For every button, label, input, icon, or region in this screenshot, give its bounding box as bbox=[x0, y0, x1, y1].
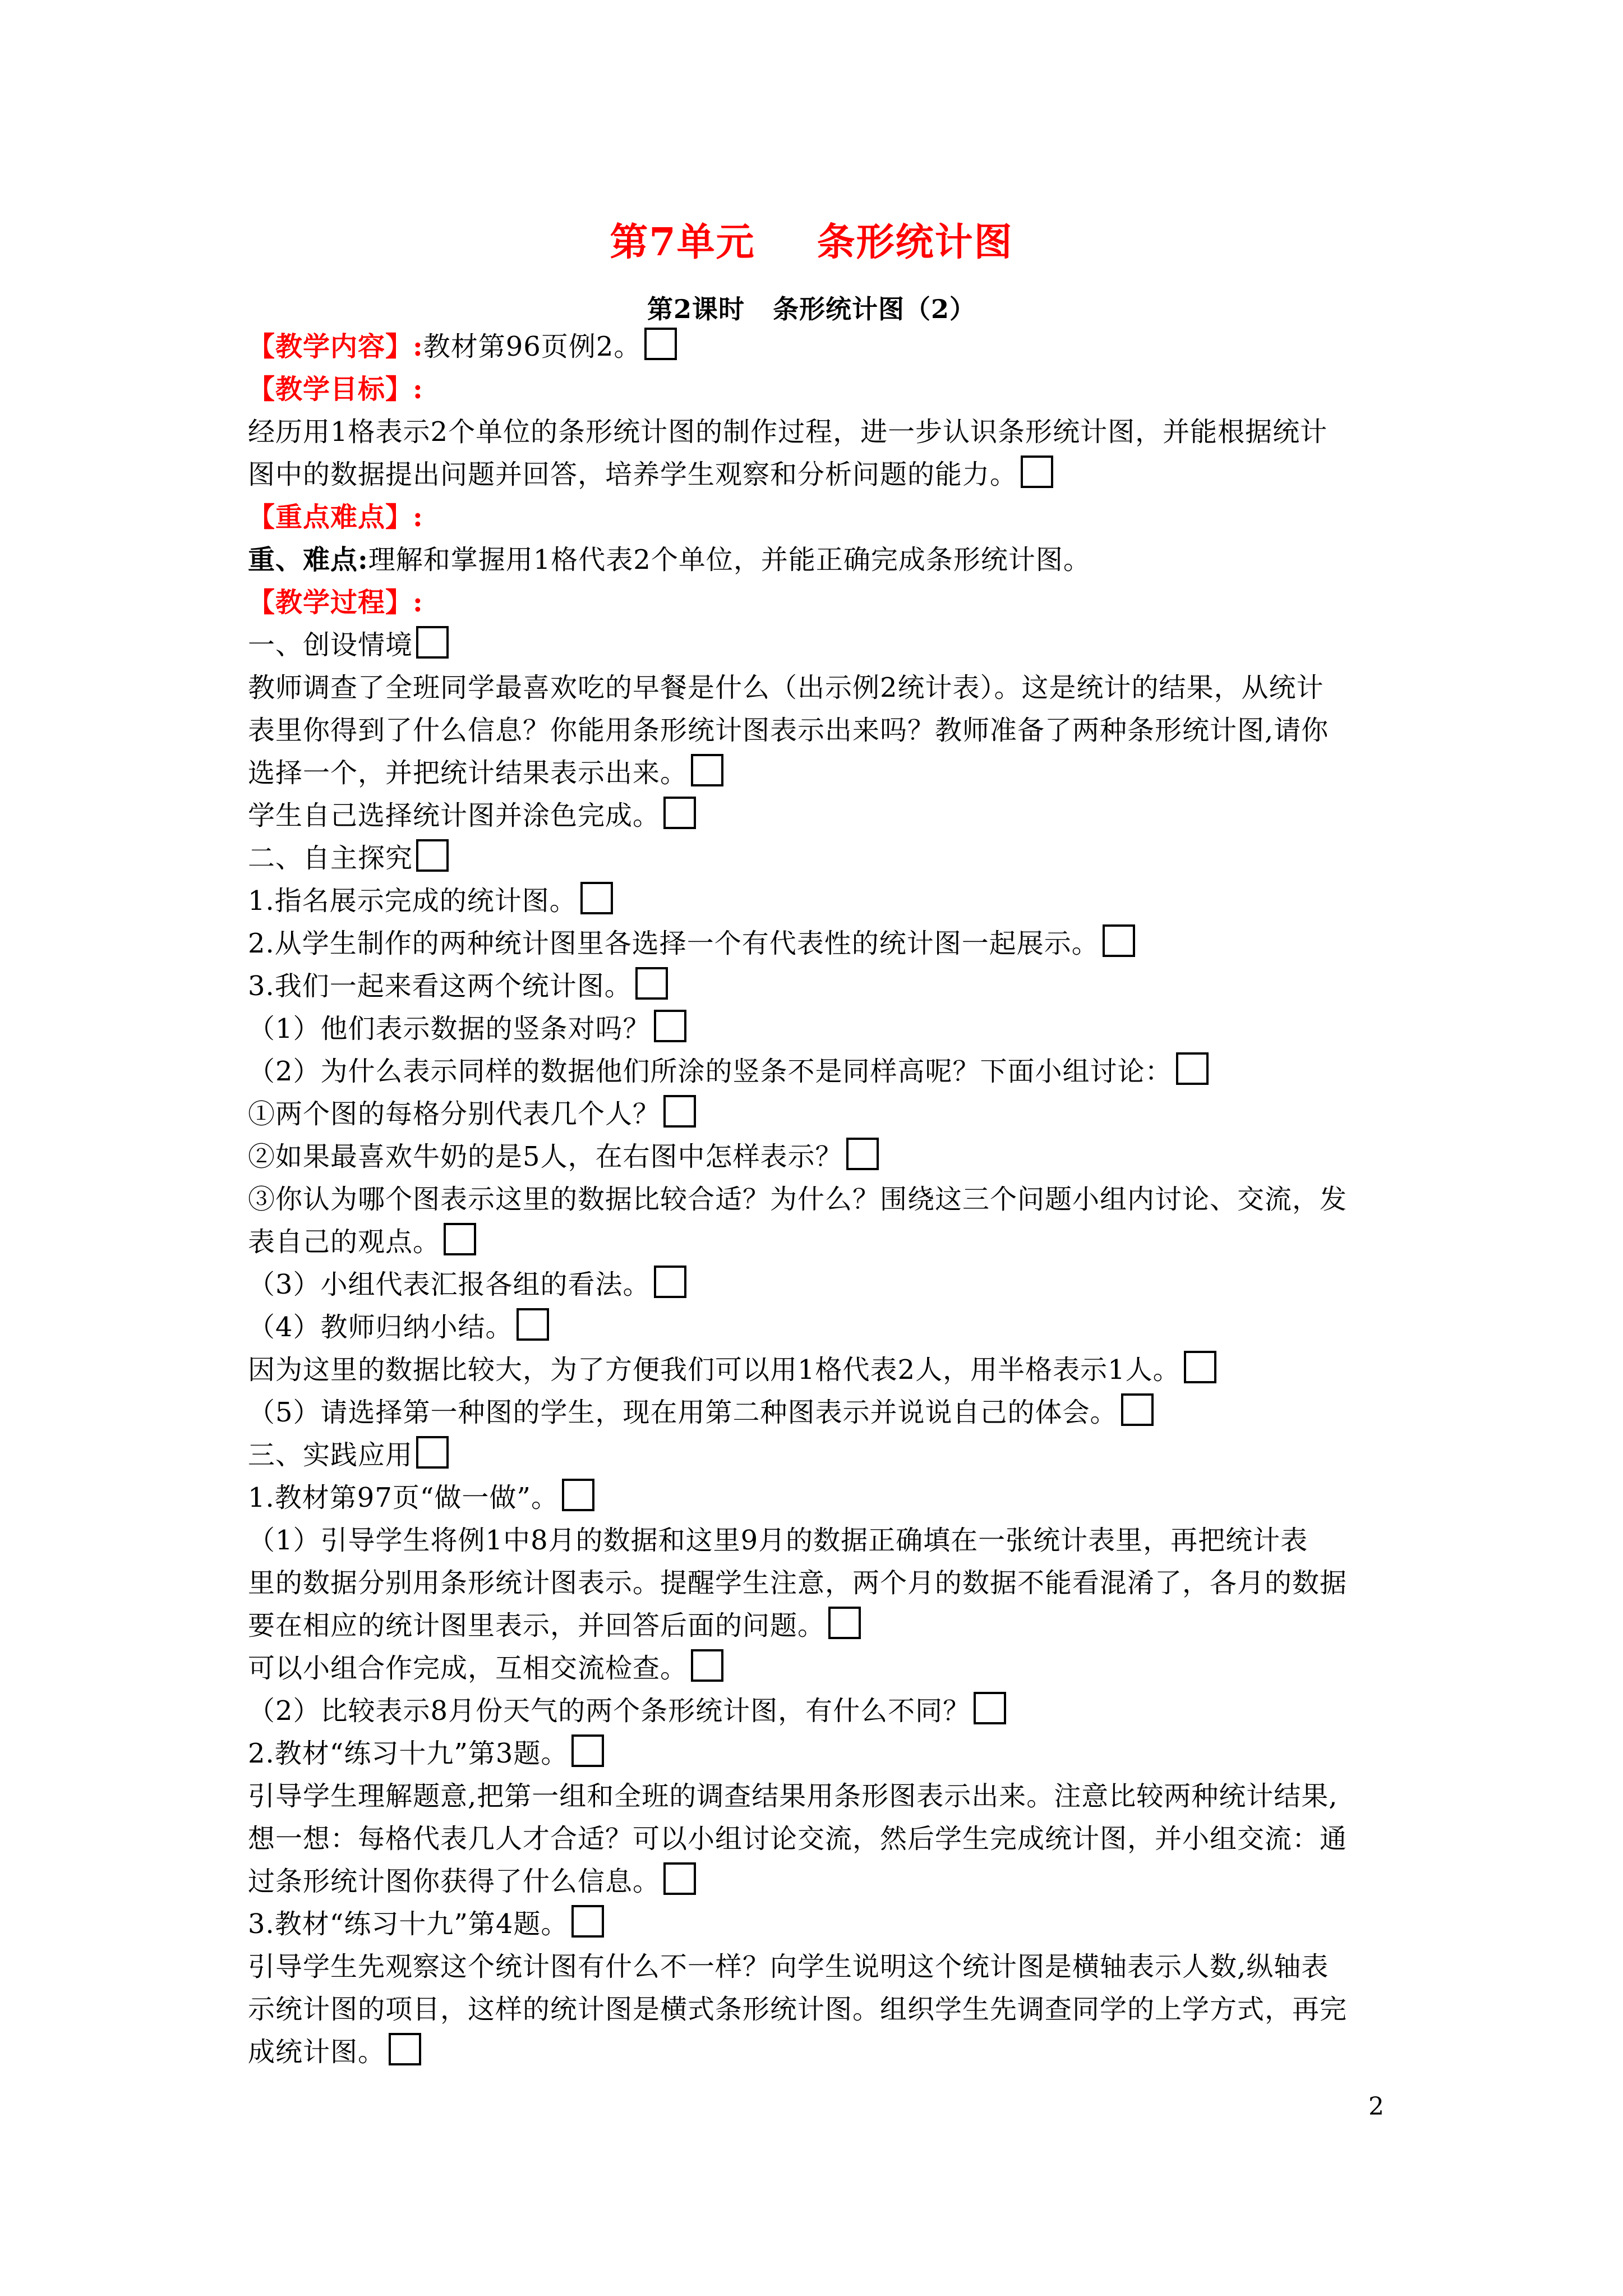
list-item: （5）请选择第一种图的学生，现在用第二种图表示并说说自己的体会。 bbox=[248, 1397, 1118, 1428]
section-heading: 一、创设情境 bbox=[248, 629, 413, 661]
paragraph-line: 选择一个，并把统计结果表示出来。 bbox=[248, 757, 688, 789]
checkbox[interactable] bbox=[1121, 1393, 1154, 1426]
checkbox[interactable] bbox=[1103, 924, 1135, 957]
paragraph-line: 过条形统计图你获得了什么信息。 bbox=[248, 1866, 661, 1897]
section-heading: 三、实践应用 bbox=[248, 1439, 413, 1471]
list-item: 3.教材“练习十九”第4题。 bbox=[248, 1908, 569, 1940]
list-item: ①两个图的每格分别代表几个人？ bbox=[248, 1098, 661, 1130]
checkbox[interactable] bbox=[974, 1692, 1006, 1724]
checkbox[interactable] bbox=[663, 797, 696, 829]
unit-number: 第7单元 bbox=[610, 220, 755, 265]
checkbox[interactable] bbox=[1021, 455, 1053, 488]
list-item: （4）教师归纳小结。 bbox=[248, 1312, 513, 1343]
paragraph-line: 经历用1格表示2个单位的条形统计图的制作过程，进一步认识条形统计图，并能根据统计 bbox=[248, 416, 1328, 448]
checkbox[interactable] bbox=[663, 1095, 696, 1128]
checkbox[interactable] bbox=[571, 1734, 604, 1767]
paragraph-line: 图中的数据提出问题并回答，培养学生观察和分析问题的能力。 bbox=[248, 459, 1018, 490]
key-prefix: 重、难点: bbox=[248, 544, 368, 576]
checkbox[interactable] bbox=[1184, 1351, 1216, 1383]
paragraph-line: 学生自己选择统计图并涂色完成。 bbox=[248, 800, 661, 831]
lesson-body bbox=[248, 325, 1391, 2073]
paragraph-line: 要在相应的统计图里表示，并回答后面的问题。 bbox=[248, 1610, 826, 1641]
list-item: 3.我们一起来看这两个统计图。 bbox=[248, 970, 632, 1002]
list-item: （2）为什么表示同样的数据他们所涂的竖条不是同样高呢？下面小组讨论： bbox=[248, 1056, 1173, 1087]
checkbox[interactable] bbox=[416, 839, 449, 872]
key-label: 【重点难点】: bbox=[248, 501, 423, 533]
paragraph-line: 表里你得到了什么信息？你能用条形统计图表示出来吗？教师准备了两种条形统计图,请你 bbox=[248, 715, 1329, 746]
list-item: ②如果最喜欢牛奶的是5人，在右图中怎样表示？ bbox=[248, 1141, 843, 1172]
lesson-name: 条形统计图（2） bbox=[773, 294, 976, 324]
list-item: 2.教材“练习十九”第3题。 bbox=[248, 1738, 569, 1769]
checkbox[interactable] bbox=[562, 1479, 594, 1511]
list-item: 1.教材第97页“做一做”。 bbox=[248, 1482, 559, 1513]
checkbox[interactable] bbox=[635, 967, 668, 1000]
paragraph-line: 引导学生先观察这个统计图有什么不一样？向学生说明这个统计图是横轴表示人数,纵轴表 bbox=[248, 1951, 1329, 1982]
checkbox[interactable] bbox=[444, 1223, 476, 1255]
checkbox[interactable] bbox=[1176, 1052, 1209, 1085]
paragraph-line: 示统计图的项目，这样的统计图是横式条形统计图。组织学生先调查同学的上学方式，再完 bbox=[248, 1994, 1348, 2025]
checkbox[interactable] bbox=[517, 1308, 549, 1341]
checkbox[interactable] bbox=[846, 1138, 879, 1170]
paragraph-line: 可以小组合作完成，互相交流检查。 bbox=[248, 1653, 688, 1684]
paragraph-line: 教师调查了全班同学最喜欢吃的早餐是什么（出示例2统计表）。这是统计的结果，从统计 bbox=[248, 672, 1324, 703]
checkbox[interactable] bbox=[416, 626, 449, 659]
unit-title bbox=[0, 212, 1623, 266]
list-item: 1.指名展示完成的统计图。 bbox=[248, 885, 577, 917]
paragraph-line: 里的数据分别用条形统计图表示。提醒学生注意，两个月的数据不能看混淆了，各月的数据 bbox=[248, 1567, 1348, 1599]
checkbox[interactable] bbox=[828, 1607, 861, 1639]
lesson-title bbox=[0, 289, 1623, 326]
checkbox[interactable] bbox=[663, 1862, 696, 1895]
checkbox[interactable] bbox=[654, 1266, 686, 1298]
unit-name: 条形统计图 bbox=[817, 220, 1013, 265]
paragraph-line: 想一想：每格代表几人才合适？可以小组讨论交流，然后学生完成统计图，并小组交流：通 bbox=[248, 1823, 1348, 1855]
paragraph-line: 因为这里的数据比较大，为了方便我们可以用1格代表2人，用半格表示1人。 bbox=[248, 1354, 1181, 1386]
content-label: 【教学内容】: bbox=[248, 331, 423, 362]
list-item: （2）比较表示8月份天气的两个条形统计图，有什么不同？ bbox=[248, 1695, 971, 1727]
paragraph-line: 表自己的观点。 bbox=[248, 1226, 441, 1258]
list-item: （1）他们表示数据的竖条对吗？ bbox=[248, 1013, 651, 1045]
page-number: 2 bbox=[1368, 2092, 1384, 2121]
paragraph-line: ③你认为哪个图表示这里的数据比较合适？为什么？围绕这三个问题小组内讨论、交流，发 bbox=[248, 1184, 1348, 1215]
lesson-number: 第2课时 bbox=[647, 294, 745, 324]
checkbox[interactable] bbox=[691, 1649, 723, 1682]
content-text: 教材第96页例2。 bbox=[423, 331, 642, 362]
paragraph-line: 引导学生理解题意,把第一组和全班的调查结果用条形图表示出来。注意比较两种统计结果, bbox=[248, 1780, 1338, 1812]
process-label: 【教学过程】: bbox=[248, 587, 423, 618]
checkbox[interactable] bbox=[644, 328, 677, 360]
content-line bbox=[248, 325, 1391, 368]
goal-label: 【教学目标】: bbox=[248, 374, 423, 405]
checkbox[interactable] bbox=[691, 754, 723, 786]
checkbox[interactable] bbox=[389, 2033, 421, 2065]
section-heading: 二、自主探究 bbox=[248, 843, 413, 874]
paragraph-line: 成统计图。 bbox=[248, 2036, 386, 2068]
paragraph-line: （1）引导学生将例1中8月的数据和这里9月的数据正确填在一张统计表里，再把统计表 bbox=[248, 1525, 1308, 1556]
checkbox[interactable] bbox=[580, 882, 613, 914]
checkbox[interactable] bbox=[416, 1436, 449, 1469]
checkbox[interactable] bbox=[571, 1905, 604, 1938]
list-item: 2.从学生制作的两种统计图里各选择一个有代表性的统计图一起展示。 bbox=[248, 928, 1099, 959]
list-item: （3）小组代表汇报各组的看法。 bbox=[248, 1269, 651, 1300]
key-text: 理解和掌握用1格代表2个单位，并能正确完成条形统计图。 bbox=[368, 544, 1091, 576]
checkbox[interactable] bbox=[654, 1010, 686, 1042]
